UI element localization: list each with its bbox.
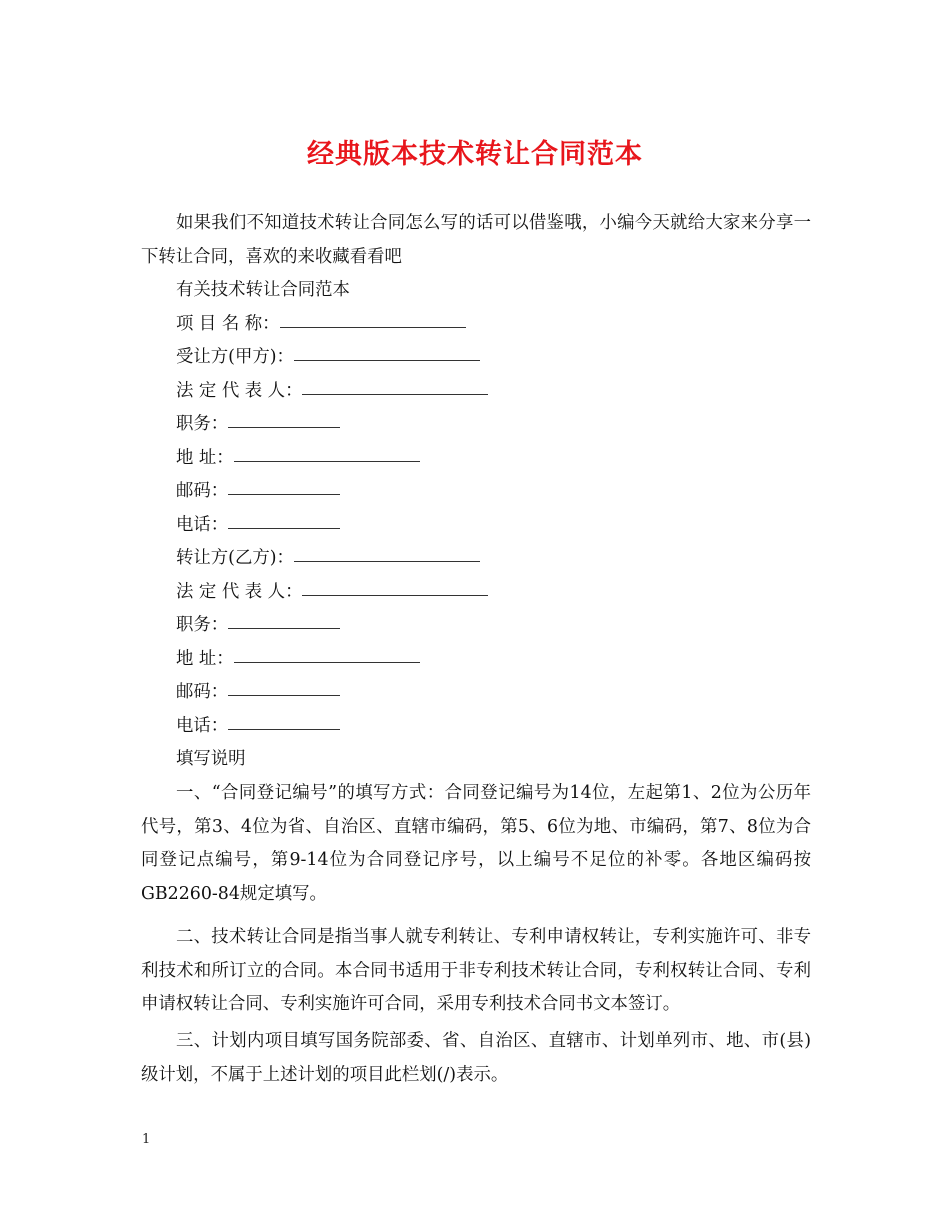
field-legal-rep-a	[176, 375, 488, 409]
field-phone-a	[176, 509, 340, 543]
field-label: 职务：	[176, 414, 229, 434]
fill-blank	[234, 642, 420, 663]
fill-blank	[234, 441, 420, 462]
page-number: 1	[142, 1132, 151, 1147]
field-label: 邮码：	[176, 481, 229, 501]
field-label: 电话：	[176, 515, 229, 535]
field-label: 地 址：	[176, 649, 234, 669]
fill-blank	[228, 474, 340, 495]
field-label: 项 目 名 称：	[176, 314, 280, 334]
subtitle: 有关技术转让合同范本	[176, 280, 350, 300]
instruction-paragraph-2: 二、技术转让合同是指当事人就专利转让、专利申请权转让，专利实施许可、非专利技术和所订立的合同。本合同书适用于非专利技术转让合同，专利权转让合同、专利申请权转让合同、专利实施许可合同，采用专利技术合同书文本签订。	[141, 927, 811, 1014]
field-address-a	[176, 442, 420, 476]
fill-blank	[228, 675, 340, 696]
field-postcode-b	[176, 676, 340, 710]
field-label: 电话：	[176, 716, 229, 736]
fill-blank	[302, 575, 488, 596]
fill-blank	[294, 541, 480, 562]
field-label: 受让方(甲方)：	[176, 347, 294, 367]
field-phone-b	[176, 710, 340, 744]
field-address-b	[176, 643, 420, 677]
field-position-b	[176, 609, 340, 643]
field-label: 地 址：	[176, 448, 234, 468]
field-label: 法 定 代 表 人：	[176, 381, 303, 401]
field-postcode-a	[176, 475, 340, 509]
fill-blank	[228, 508, 340, 529]
intro-paragraph: 如果我们不知道技术转让合同怎么写的话可以借鉴哦，小编今天就给大家来分享一下转让合同，喜欢的来收藏看看吧	[141, 213, 811, 267]
field-label: 转让方(乙方)：	[176, 548, 294, 568]
field-assignor	[176, 542, 480, 576]
field-legal-rep-b	[176, 576, 488, 610]
instruction-paragraph-3: 三、计划内项目填写国务院部委、省、自治区、直辖市、计划单列市、地、市(县)级计划，不属于上述计划的项目此栏划(/)表示。	[141, 1031, 811, 1085]
fill-blank	[228, 709, 340, 730]
field-label: 邮码：	[176, 682, 229, 702]
fill-blank	[294, 340, 480, 361]
instruction-paragraph-1: 一、“合同登记编号”的填写方式：合同登记编号为14位，左起第1、2位为公历年代号，第3、4位为省、自治区、直辖市编码，第5、6位为地、市编码，第7、8位为合同登记点编号，第9-14位为合同登记序号，以上编号不足位的补零。各地区编码按GB2260-84规定填写。	[141, 783, 811, 904]
document-title: 经典版本技术转让合同范本	[307, 139, 643, 170]
instructions-heading: 填写说明	[176, 749, 246, 769]
field-assignee	[176, 341, 480, 375]
field-label: 法 定 代 表 人：	[176, 582, 303, 602]
field-project-name	[176, 308, 466, 342]
fill-blank	[228, 608, 340, 629]
fill-blank	[228, 407, 340, 428]
field-position-a	[176, 408, 340, 442]
fill-blank	[302, 374, 488, 395]
fill-blank	[280, 307, 466, 328]
field-label: 职务：	[176, 615, 229, 635]
